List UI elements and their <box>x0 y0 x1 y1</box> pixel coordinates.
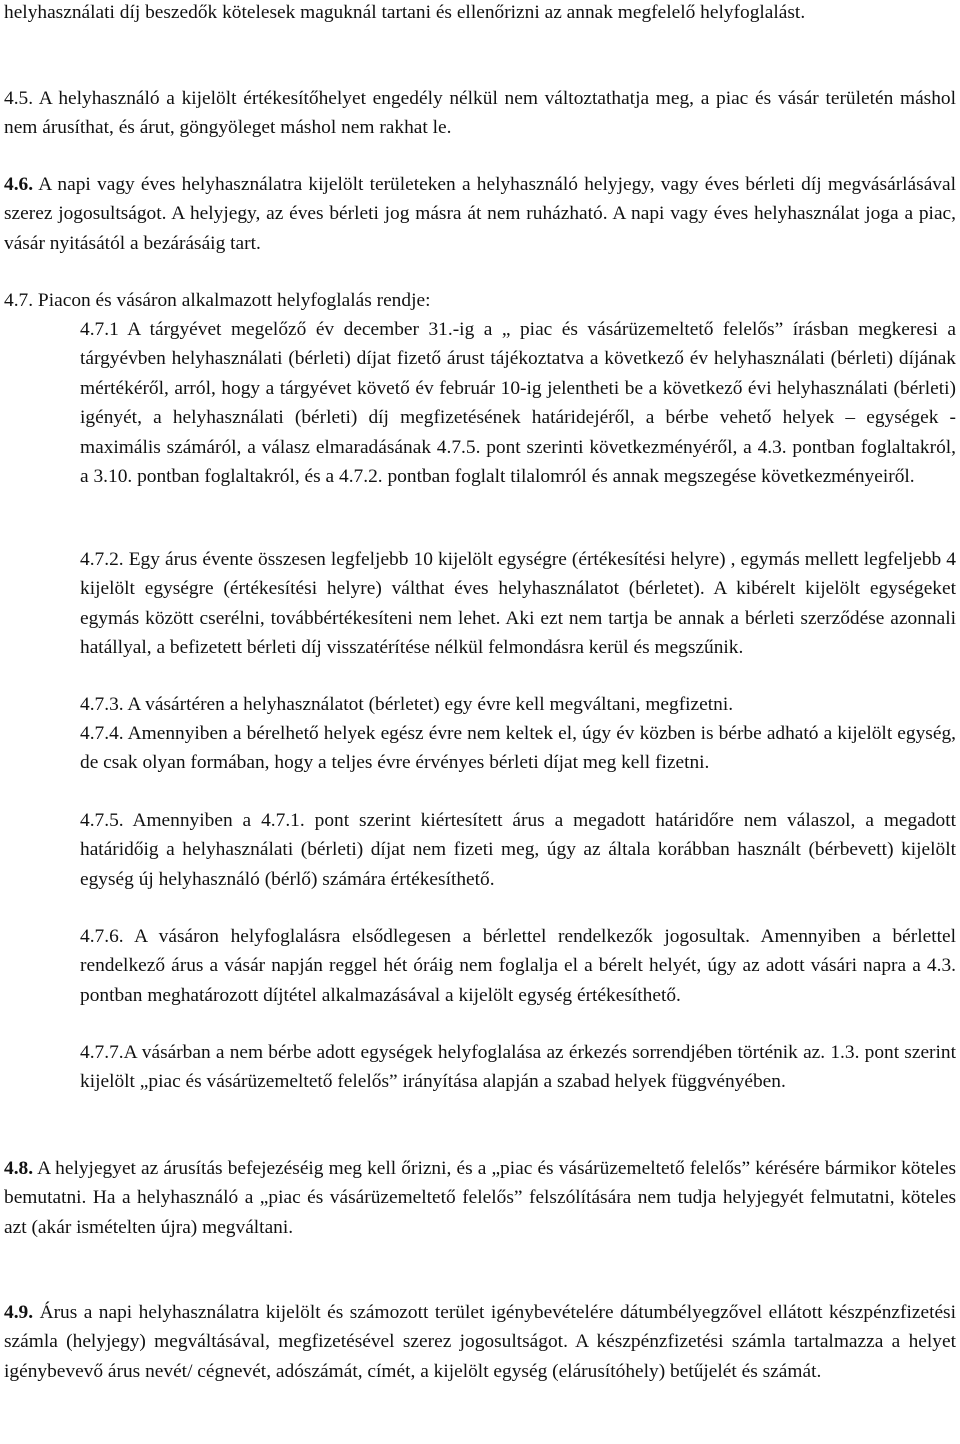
paragraph-text: A napi vagy éves helyhasználatra kijelölt területeken a helyhasználó helyjegy, vagy éves bérleti díj megvásárlásával szerez jogosultságot. A helyjegy, az éves bérleti jog másra át nem ruházható. A napi vagy éves helyhasználat joga a piac, vásár nyitásától a bezárásáig tart. <box>4 174 956 254</box>
subsection-4-7-4 <box>80 719 956 778</box>
subsection-4-7-6 <box>80 922 956 1010</box>
section-number: 4.9. <box>4 1302 34 1323</box>
paragraph-text: A helyhasználó a kijelölt értékesítőhelyet engedély nélkül nem változtathatja meg, a piac és vásár területén máshol nem árusíthat, és árut, göngyöleget máshol nem rakhat le. <box>4 88 956 139</box>
subsection-4-7-5 <box>80 806 956 894</box>
paragraph-continuation <box>4 0 956 27</box>
paragraph-text: Árus a napi helyhasználatra kijelölt és számozott terület igénybevételére dátumbélyegzővel ellátott készpénzfizetési számla (helyjegy) megváltásával, megfizetésével szerez jogosultságot. A készpénzfizetési számla tartalmazza a helyet igénybevevő árus nevét/ cégnevét, adószámát, címét, a kijelölt egység (elárusítóhely) betűjelét és számát. <box>4 1302 956 1382</box>
subsection-text: 4.7.2. Egy árus évente összesen legfeljebb 10 kijelölt egységre (értékesítési helyre) , egymás mellett legfeljebb 4 kijelölt egységre (értékesítési helyre) válthat éves helyhasználatot (bérletet). A kibérelt kijelölt egységeket egymás között cserélni, továbbértékesíteni nem lehet. Aki ezt nem tartja be annak a bérleti szerződése azonnali hatállyal, a befizetett bérleti díj visszatérítése nélkül felmondásra kerül és megszűnik. <box>80 549 956 659</box>
paragraph-4-6 <box>4 170 956 258</box>
subsection-4-7-2 <box>80 545 956 663</box>
paragraph-text: A helyjegyet az árusítás befejezéséig meg kell őrizni, és a „piac és vásárüzemeltető felelős” kérésére bármikor köteles bemutatni. Ha a helyhasználó a „piac és vásárüzemeltető felelős” felszólítására nem tudja helyjegyét felmutatni, köteles azt (akár ismételten újra) megváltani. <box>4 1158 956 1238</box>
section-heading-4-7 <box>4 286 956 315</box>
paragraph-text: helyhasználati díj beszedők kötelesek maguknál tartani és ellenőrizni az annak megfelelő helyfoglalást. <box>4 2 806 23</box>
subsection-4-7-3 <box>80 690 956 719</box>
section-number: 4.8. <box>4 1158 34 1179</box>
section-number: 4.5. <box>4 88 34 109</box>
section-heading-text: 4.7. Piacon és vásáron alkalmazott helyfoglalás rendje: <box>4 290 431 311</box>
paragraph-4-9 <box>4 1298 956 1386</box>
subsection-text: 4.7.3. A vásártéren a helyhasználatot (bérletet) egy évre kell megváltani, megfizetni. <box>80 694 734 715</box>
subsection-text: 4.7.4. Amennyiben a bérelhető helyek egész évre nem keltek el, úgy év közben is bérbe adható a kijelölt egység, de csak olyan formában, hogy a teljes évre érvényes bérleti díjat meg kell fizetni. <box>80 723 956 774</box>
paragraph-4-5 <box>4 84 956 143</box>
subsection-text: 4.7.5. Amennyiben a 4.7.1. pont szerint kiértesített árus a megadott határidőre nem válaszol, a megadott határidőig a helyhasználati (bérleti) díjat nem fizeti meg, úgy az általa korábban használt (bérbevett) kijelölt egység új helyhasználó (bérlő) számára értékesíthető. <box>80 810 956 890</box>
subsection-text: 4.7.7.A vásárban a nem bérbe adott egységek helyfoglalása az érkezés sorrendjében történik az. 1.3. pont szerint kijelölt „piac és vásárüzemeltető felelős” irányítása alapján a szabad helyek függvényében. <box>80 1042 956 1093</box>
subsection-4-7-7 <box>80 1038 956 1097</box>
subsection-4-7-1 <box>80 315 956 491</box>
paragraph-4-8 <box>4 1154 956 1242</box>
subsection-text: 4.7.6. A vásáron helyfoglalásra elsődlegesen a bérlettel rendelkezők jogosultak. Amennyiben a bérlettel rendelkező árus a vásár napján reggel hét óráig nem foglalja el a bérelt helyét, úgy az adott vásári napra a 4.3. pontban meghatározott díjtétel alkalmazásával a kijelölt egység értékesíthető. <box>80 926 956 1006</box>
section-number: 4.6. <box>4 174 34 195</box>
subsection-text: 4.7.1 A tárgyévet megelőző év december 31.-ig a „ piac és vásárüzemeltető felelős” írásban megkeresi a tárgyévben helyhasználati (bérleti) díjat fizető árust tájékoztatva a következő év helyhasználati (bérleti) díjának mértékéről, arról, hogy a tárgyévet követő év február 10-ig jelentheti be a következő évi helyhasználati (bérleti) igényét, a helyhasználati (bérleti) díj megfizetésének határidejéről, a bérbe vehető helyek – egységek - maximális számáról, a válasz elmaradásának 4.7.5. pont szerinti következményéről, a 4.3. pontban foglaltakról, a 3.10. pontban foglaltakról, és a 4.7.2. pontban foglalt tilalomról és annak megszegése következményeiről. <box>80 319 956 488</box>
